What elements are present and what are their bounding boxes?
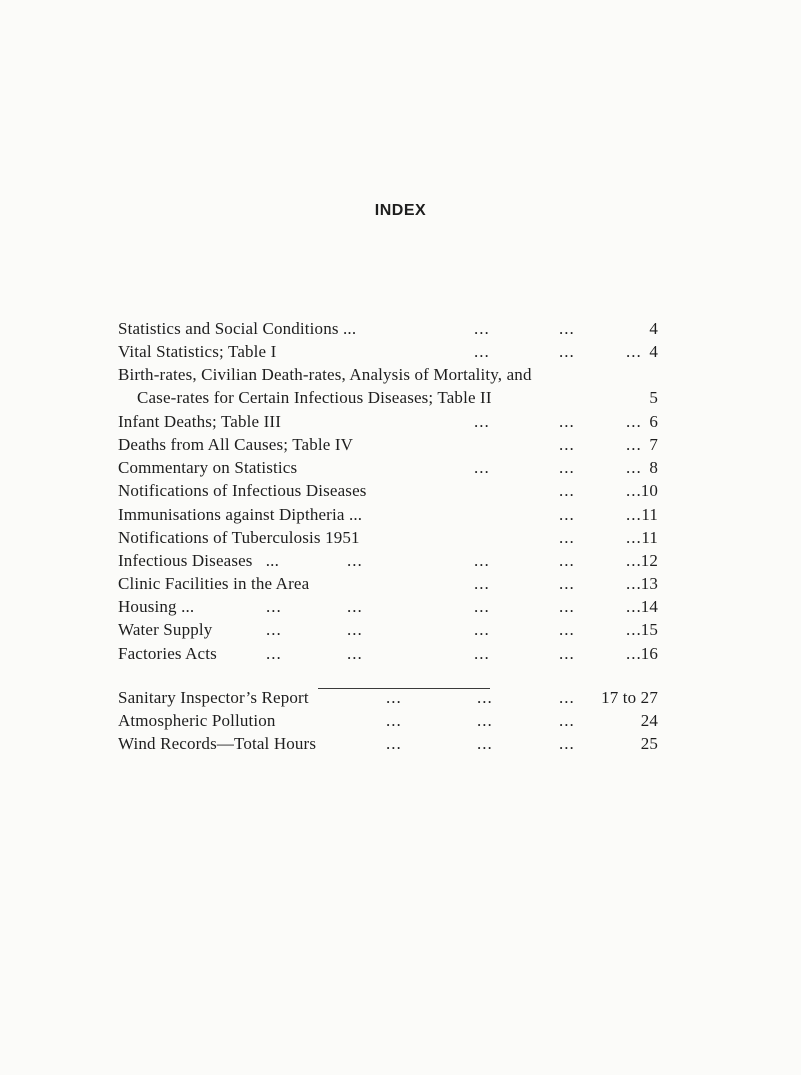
entry-label: Water Supply bbox=[118, 620, 213, 640]
leader-dots: ... bbox=[559, 434, 575, 454]
leader-dots: ... bbox=[559, 342, 575, 362]
entry-page: 7 bbox=[649, 434, 658, 454]
leader-dots: ... bbox=[626, 527, 642, 547]
leader-dots: ... bbox=[347, 643, 363, 663]
entry-label: Infant Deaths; Table III bbox=[118, 411, 282, 431]
leader-dots: ... bbox=[474, 574, 490, 594]
leader-dots: ... bbox=[626, 342, 642, 362]
entry-page: 11 bbox=[641, 504, 658, 524]
index-entry[interactable] bbox=[118, 549, 658, 572]
leader-dots: ... bbox=[347, 597, 363, 617]
entry-label: Clinic Facilities in the Area bbox=[118, 574, 310, 594]
entry-label: Notifications of Tuberculosis 1951 bbox=[118, 527, 360, 547]
entry-page: 24 bbox=[640, 711, 658, 731]
leader-dots: ... bbox=[626, 504, 642, 524]
leader-dots: ... bbox=[559, 458, 575, 478]
entry-page: 25 bbox=[640, 734, 658, 754]
entry-label: Immunisations against Diptheria ... bbox=[118, 504, 363, 524]
leader-dots: ... bbox=[626, 481, 642, 501]
leader-dots: ... bbox=[559, 688, 575, 707]
leader-dots: ... bbox=[626, 643, 642, 663]
leader-dots: ... bbox=[266, 643, 282, 663]
entry-page: 16 bbox=[640, 643, 658, 663]
index-list bbox=[118, 317, 658, 665]
index-list-secondary bbox=[118, 686, 658, 756]
entry-label: Infectious Diseases ... bbox=[118, 550, 279, 570]
index-entry[interactable] bbox=[118, 317, 658, 340]
entry-label-continued: Case-rates for Certain Infectious Diseases; Table II bbox=[137, 388, 492, 408]
entry-label: Atmospheric Pollution bbox=[118, 711, 276, 731]
entry-label: Factories Acts bbox=[118, 643, 217, 663]
entry-page: 17 to 27 bbox=[601, 688, 658, 707]
entry-label: Deaths from All Causes; Table IV bbox=[118, 434, 354, 454]
leader-dots: ... bbox=[559, 411, 575, 431]
leader-dots: ... bbox=[626, 597, 642, 617]
entry-page: 10 bbox=[640, 481, 658, 501]
entry-label: Housing ... bbox=[118, 597, 195, 617]
leader-dots: ... bbox=[626, 574, 642, 594]
leader-dots: ... bbox=[474, 319, 490, 338]
leader-dots: ... bbox=[477, 688, 493, 707]
entry-page: 13 bbox=[640, 574, 658, 594]
index-entry[interactable] bbox=[118, 340, 658, 363]
leader-dots: ... bbox=[626, 434, 642, 454]
index-entry[interactable] bbox=[118, 456, 658, 479]
leader-dots: ... bbox=[347, 550, 363, 570]
entry-label: Commentary on Statistics bbox=[118, 458, 298, 478]
entry-page: 11 bbox=[641, 527, 658, 547]
entry-page: 15 bbox=[640, 620, 658, 640]
index-entry[interactable] bbox=[118, 479, 658, 502]
index-entry[interactable] bbox=[118, 642, 658, 665]
leader-dots: ... bbox=[474, 342, 490, 362]
leader-dots: ... bbox=[347, 620, 363, 640]
index-entry[interactable] bbox=[118, 526, 658, 549]
leader-dots: ... bbox=[559, 711, 575, 731]
index-entry[interactable] bbox=[118, 503, 658, 526]
leader-dots: ... bbox=[559, 574, 575, 594]
leader-dots: ... bbox=[559, 504, 575, 524]
leader-dots: ... bbox=[386, 688, 402, 707]
leader-dots: ... bbox=[474, 643, 490, 663]
leader-dots: ... bbox=[559, 734, 575, 754]
leader-dots: ... bbox=[474, 411, 490, 431]
entry-page: 14 bbox=[640, 597, 658, 617]
entry-page: 6 bbox=[649, 411, 658, 431]
leader-dots: ... bbox=[626, 458, 642, 478]
entry-page: 4 bbox=[649, 342, 658, 362]
leader-dots: ... bbox=[559, 550, 575, 570]
leader-dots: ... bbox=[559, 527, 575, 547]
leader-dots: ... bbox=[626, 411, 642, 431]
entry-label: Sanitary Inspector’s Report bbox=[118, 688, 309, 707]
leader-dots: ... bbox=[559, 643, 575, 663]
entry-label: Statistics and Social Conditions ... bbox=[118, 319, 357, 338]
leader-dots: ... bbox=[266, 597, 282, 617]
index-entry[interactable] bbox=[118, 363, 658, 409]
leader-dots: ... bbox=[626, 550, 642, 570]
leader-dots: ... bbox=[474, 597, 490, 617]
entry-label: Birth-rates, Civilian Death-rates, Analysis of Mortality, and bbox=[118, 365, 532, 385]
leader-dots: ... bbox=[559, 597, 575, 617]
index-entry[interactable] bbox=[118, 433, 658, 456]
index-entry[interactable] bbox=[118, 686, 658, 709]
index-entry[interactable] bbox=[118, 410, 658, 433]
entry-label: Wind Records—Total Hours bbox=[118, 734, 317, 754]
index-entry[interactable] bbox=[118, 618, 658, 641]
leader-dots: ... bbox=[474, 620, 490, 640]
index-entry[interactable] bbox=[118, 572, 658, 595]
entry-page: 4 bbox=[649, 319, 658, 338]
leader-dots: ... bbox=[559, 319, 575, 338]
leader-dots: ... bbox=[477, 734, 493, 754]
leader-dots: ... bbox=[474, 550, 490, 570]
leader-dots: ... bbox=[386, 711, 402, 731]
leader-dots: ... bbox=[626, 620, 642, 640]
index-entry[interactable] bbox=[118, 595, 658, 618]
index-entry[interactable] bbox=[118, 732, 658, 755]
leader-dots: ... bbox=[386, 734, 402, 754]
entry-page: 5 bbox=[649, 388, 658, 408]
entry-page: 12 bbox=[640, 550, 658, 570]
entry-label: Vital Statistics; Table I bbox=[118, 342, 277, 362]
leader-dots: ... bbox=[474, 458, 490, 478]
entry-label: Notifications of Infectious Diseases bbox=[118, 481, 367, 501]
entry-page: 8 bbox=[649, 458, 658, 478]
index-entry[interactable] bbox=[118, 709, 658, 732]
page-title: INDEX bbox=[374, 202, 427, 219]
leader-dots: ... bbox=[559, 620, 575, 640]
leader-dots: ... bbox=[477, 711, 493, 731]
leader-dots: ... bbox=[559, 481, 575, 501]
leader-dots: ... bbox=[266, 620, 282, 640]
